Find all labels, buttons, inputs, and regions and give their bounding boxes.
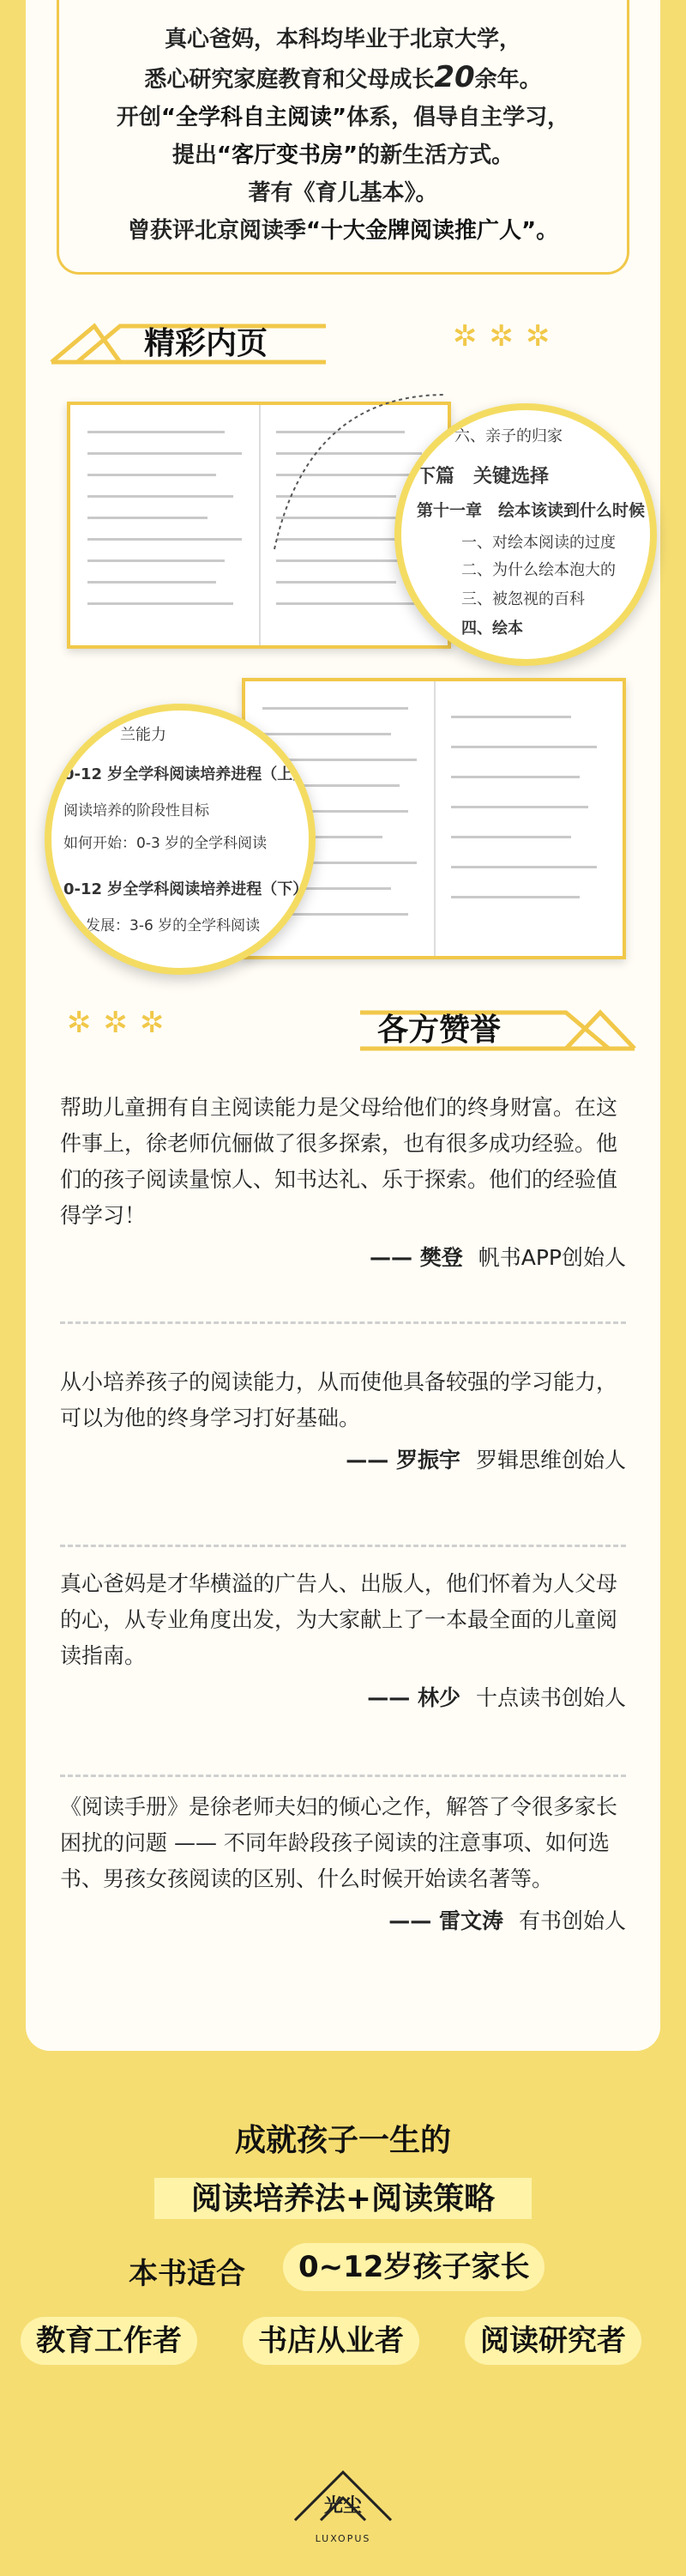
section-title-pages: 精彩内页 (144, 326, 268, 361)
author-line-3: 开创“全学科自主阅读”体系，倡导自主学习， (116, 105, 570, 130)
divider (60, 1775, 626, 1777)
author-line-2: 悉心研究家庭教育和父母成长20余年。 (144, 60, 542, 94)
slogan-line-1: 成就孩子一生的 (234, 2123, 451, 2158)
suitable-label: 本书适合 (129, 2257, 245, 2291)
quote-1: 帮助儿童拥有自主阅读能力是父母给他们的终身财富。在这件事上，徐老师伉俪做了很多探索，也有很多成功经验。他们的孩子阅读量惊人、知书达礼、乐于探索。他们的经验值得学习！ —— 樊登 帆书APP创始人 (60, 1095, 626, 1270)
divider (60, 1321, 626, 1324)
quote-2: 从小培养孩子的阅读能力，从而使他具备较强的学习能力，可以为他的终身学习打好基础。 —— 罗振宇 罗辑思维创始人 (60, 1370, 626, 1472)
divider (60, 1545, 626, 1547)
sparkle-icons: ✲✲✲ (67, 1006, 177, 1040)
audience-educators: 教育工作者 (21, 2317, 197, 2365)
quote-3: 真心爸妈是才华横溢的广告人、出版人，他们怀着为人父母的心，从专业角度出发，为大家献上了一本最全面的儿童阅读指南。 —— 林少 十点读书创始人 (60, 1571, 626, 1710)
author-line-4: 提出“客厅变书房”的新生活方式。 (172, 142, 514, 168)
section-title-praise: 各方赞誉 (377, 1013, 502, 1048)
audience-bookstore: 书店从业者 (243, 2317, 419, 2365)
magnifier-2: 兰能力 0-12 岁全学科阅读培养进程（上） 阅读培养的阶段性目标 如何开始：0-3 岁的全学科阅读 0-12 岁全学科阅读培养进程（下） 发展：3-6 岁的全学科阅读 (45, 704, 316, 975)
author-line-6: 曾获评北京阅读季“十大金牌阅读推广人”。 (127, 218, 559, 244)
audience-researchers: 阅读研究者 (465, 2317, 641, 2365)
sparkle-icons: ✲✲✲ (453, 319, 563, 354)
author-line-1: 真心爸妈，本科均毕业于北京大学， (164, 27, 521, 52)
slogan-line-2: 阅读培养法+阅读策略 (190, 2181, 496, 2216)
magnifier-1: 六、亲子的归家 下篇 关键选择 第十一章 绘本该读到什么时候 一、对绘本阅读的过度 二、为什么绘本泡大的 三、被忽视的百科 四、绘本 (394, 403, 657, 666)
author-line-5: 著有《育儿基本》。 (248, 180, 438, 206)
publisher-logo: 光尘 LUXOPUS (283, 2467, 403, 2544)
author-intro-box (57, 0, 629, 275)
audience-parents: 0~12岁孩子家长 (283, 2243, 545, 2291)
quote-4: 《阅读手册》是徐老师夫妇的倾心之作，解答了令很多家长困扰的问题 —— 不同年龄段孩子阅读的注意事项、如何选书、男孩女孩阅读的区别、什么时候开始读名著等。 —— 雷文涛 有书创始人 (60, 1794, 626, 1933)
